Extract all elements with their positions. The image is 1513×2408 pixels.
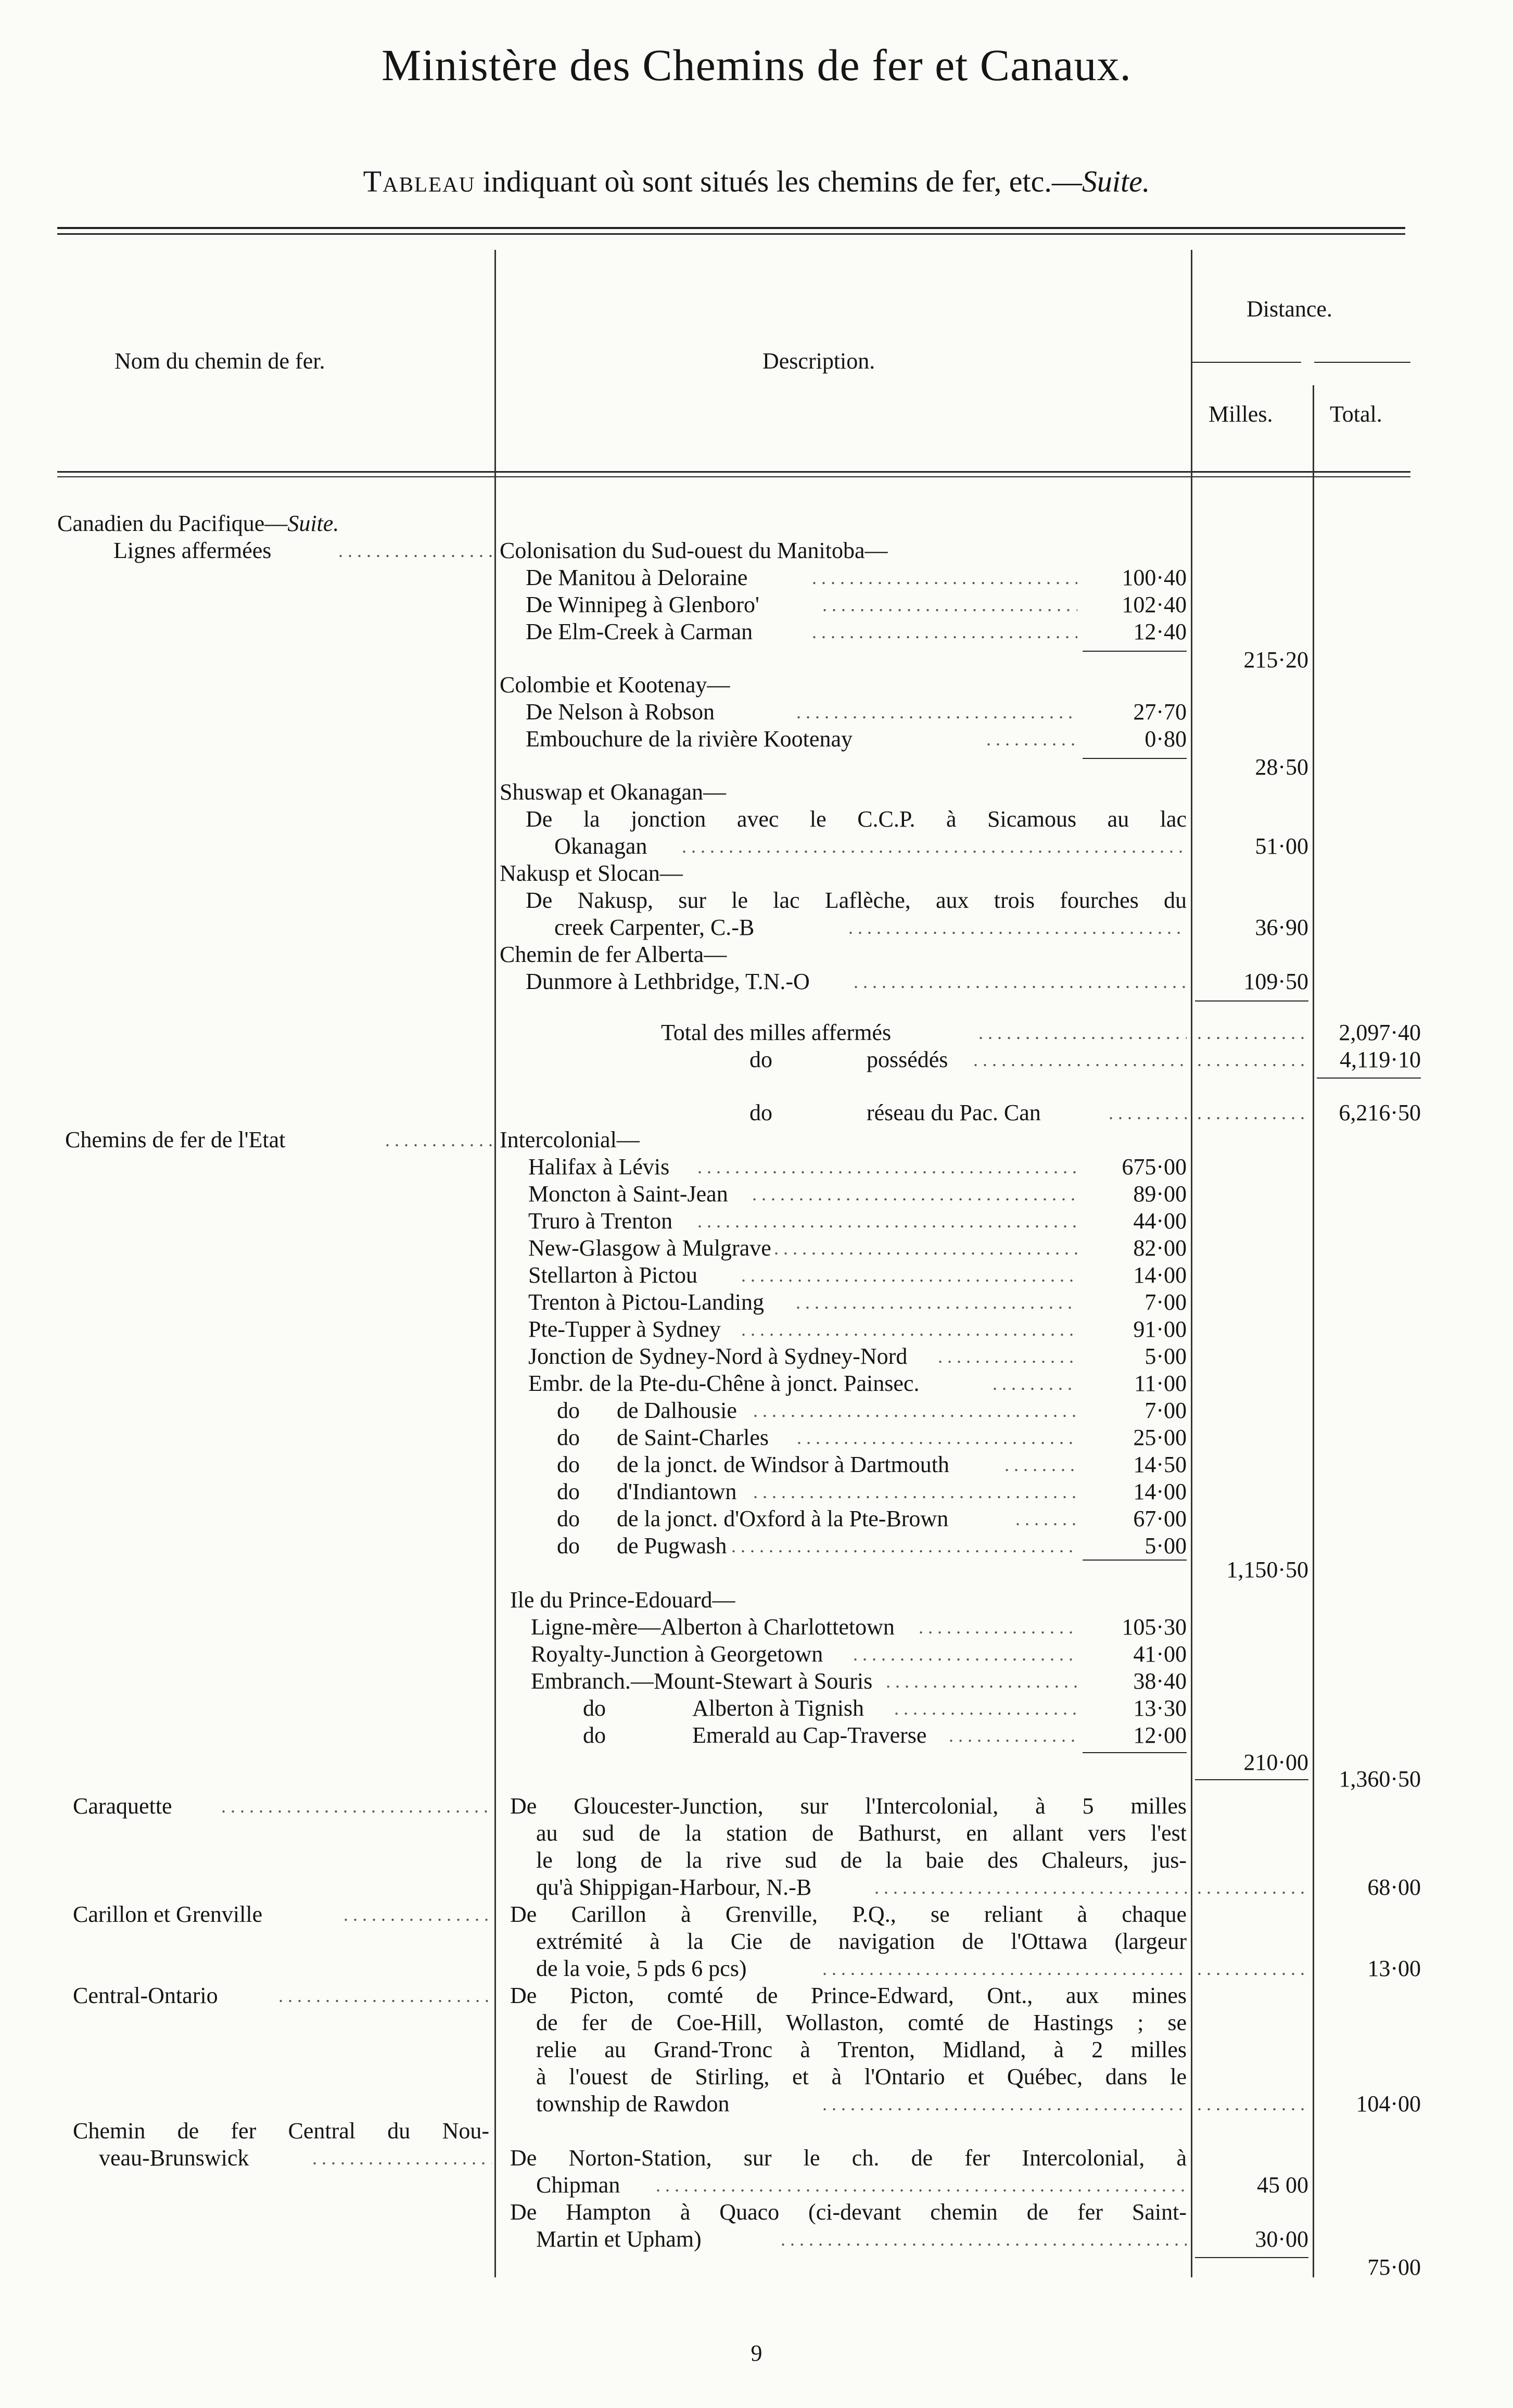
caraquette-line-3: qu'à Shippigan-Harbour, N.-B <box>536 1874 812 1900</box>
central-ontario-name: Central-Ontario <box>73 1983 218 2008</box>
pei-subtotal: 210·00 <box>1243 1750 1308 1775</box>
etat-pei-miles-0: 105·30 <box>1122 1614 1187 1640</box>
cp-total-affermes: Total des milles affermés <box>661 1020 892 1045</box>
leader <box>1197 1019 1306 1046</box>
sum-rule <box>1083 651 1187 652</box>
cp-total-possedes-value: 4,119·10 <box>1339 1047 1421 1072</box>
central-nb-miles-b: 30·00 <box>1255 2226 1308 2252</box>
kootenay-subtotal: 28·50 <box>1255 754 1308 780</box>
etat-pei-miles-4: 12·00 <box>1133 1722 1187 1748</box>
leader <box>1197 1955 1306 1982</box>
manitoba-row-1: De Winnipeg à Glenboro' <box>526 592 759 617</box>
etat-intercolonial-row-5: Trenton à Pictou-Landing <box>528 1289 764 1315</box>
central-nb-line-a1: Chipman <box>536 2172 620 2198</box>
sum-rule <box>1083 758 1187 759</box>
leader <box>753 1478 1077 1505</box>
divider-description-milles <box>1191 250 1192 2277</box>
central-ontario-line-3: à l'ouest de Stirling, et à l'Ontario et Québec, dans le <box>536 2064 1187 2089</box>
leader <box>221 1793 492 1820</box>
sum-rule <box>1317 1078 1421 1079</box>
subtitle-tableau: Tableau <box>363 164 476 198</box>
sum-rule <box>1083 1560 1187 1561</box>
kootenay-miles-1: 0·80 <box>1145 726 1187 752</box>
top-rule-2 <box>57 233 1405 235</box>
etat-intercolonial-miles-7: 5·00 <box>1145 1344 1187 1369</box>
carillon-line-0: De Carillon à Grenville, P.Q., se reliant à chaque <box>510 1902 1187 1927</box>
central-nb-line-a0: De Norton-Station, sur le ch. de fer Intercolonial, à <box>510 2145 1187 2171</box>
etat-intercolonial-miles-4: 14·00 <box>1133 1262 1187 1288</box>
pei-head: Ile du Prince-Edouard— <box>510 1587 735 1613</box>
nakusp-head: Nakusp et Slocan— <box>500 860 683 886</box>
etat-intercolonial-miles-0: 675·00 <box>1122 1154 1187 1180</box>
col-header-total: Total. <box>1330 401 1382 427</box>
leader <box>822 591 1077 618</box>
caraquette-line-0: De Gloucester-Junction, sur l'Intercolonial, à 5 milles <box>510 1793 1187 1819</box>
carillon-line-1: extrémité à la Cie de navigation de l'Ottawa (largeur <box>536 1929 1187 1954</box>
carillon-name: Carillon et Grenville <box>73 1902 263 1927</box>
caraquette-total: 68·00 <box>1367 1874 1421 1900</box>
kootenay-row-0: De Nelson à Robson <box>526 699 715 725</box>
etat-intercolonial-do-13: do <box>557 1506 580 1531</box>
etat-intercolonial-miles-8: 11·00 <box>1134 1371 1187 1396</box>
page-title: Ministère des Chemins de fer et Canaux. <box>382 40 1131 90</box>
divider-nom-description <box>494 250 496 2277</box>
etat-intercolonial-do-14: do <box>557 1533 580 1558</box>
leader <box>753 1397 1077 1424</box>
leader <box>1197 1046 1306 1073</box>
etat-intercolonial-miles-12: 14·00 <box>1133 1479 1187 1504</box>
leader <box>752 1181 1077 1208</box>
etat-intercolonial-do-10: do <box>557 1425 580 1450</box>
etat-pei-row-4: Emerald au Cap-Traverse <box>692 1722 927 1748</box>
central-ontario-line-0: De Picton, comté de Prince-Edward, Ont., aux mines <box>510 1983 1187 2008</box>
leader <box>949 1722 1077 1749</box>
leader <box>848 914 1187 941</box>
etat-pei-do-3: do <box>583 1695 606 1721</box>
leader <box>1197 2090 1306 2118</box>
etat-intercolonial-miles-13: 67·00 <box>1133 1506 1187 1531</box>
header-rule-1 <box>57 471 1410 473</box>
subtitle-suite: Suite. <box>1082 164 1150 198</box>
cp-total-reseau-do: do <box>749 1100 772 1125</box>
leader <box>886 1668 1077 1695</box>
etat-intercolonial-row-3: New-Glasgow à Mulgrave <box>528 1235 771 1261</box>
cp-total-reseau-value: 6,216·50 <box>1339 1100 1421 1125</box>
leader <box>812 618 1077 645</box>
etat-intercolonial-row-7: Jonction de Sydney-Nord à Sydney-Nord <box>528 1344 908 1369</box>
col-header-description: Description. <box>762 348 875 374</box>
manitoba-miles-2: 12·40 <box>1133 619 1187 644</box>
carillon-total: 13·00 <box>1367 1956 1421 1981</box>
caraquette-name: Caraquette <box>73 1793 172 1819</box>
leader <box>986 726 1077 753</box>
etat-intercolonial-miles-6: 91·00 <box>1133 1316 1187 1342</box>
caraquette-line-1: au sud de la station de Bathurst, en allant vers l'est <box>536 1820 1187 1846</box>
sum-rule <box>1195 1779 1308 1780</box>
cp-total-affermes-value: 2,097·40 <box>1339 1020 1421 1045</box>
central-nb-line-b0: De Hampton à Quaco (ci-devant chemin de fer Saint- <box>510 2199 1187 2225</box>
manitoba-miles-0: 100·40 <box>1122 565 1187 590</box>
page-number: 9 <box>751 2340 762 2366</box>
table-subtitle <box>0 164 1513 199</box>
sum-rule <box>1195 2257 1308 2258</box>
etat-intercolonial-do-12: do <box>557 1479 580 1504</box>
leader <box>385 1126 492 1154</box>
col-header-distance: Distance. <box>1247 296 1332 322</box>
leader <box>344 1901 492 1928</box>
leader <box>993 1370 1077 1397</box>
leader <box>1197 1099 1306 1126</box>
kootenay-head: Colombie et Kootenay— <box>500 672 730 698</box>
shuswap-subtotal: 51·00 <box>1255 833 1308 859</box>
etat-intercolonial-row-12: d'Indiantown <box>617 1479 737 1504</box>
etat-intercolonial-row-13: de la jonct. d'Oxford à la Pte-Brown <box>617 1506 949 1531</box>
leader <box>894 1695 1077 1722</box>
etat-intercolonial-miles-14: 5·00 <box>1145 1533 1187 1558</box>
header-rule-2 <box>57 476 1410 477</box>
shuswap-line1: De la jonction avec le C.C.P. à Sicamous au lac <box>526 806 1187 832</box>
leader <box>697 1154 1077 1181</box>
manitoba-row-2: De Elm-Creek à Carman <box>526 619 753 644</box>
etat-name: Chemins de fer de l'Etat <box>65 1127 286 1152</box>
manitoba-head: Colonisation du Sud-ouest du Manitoba— <box>500 538 888 563</box>
leader <box>338 537 492 564</box>
leader <box>278 1982 492 2009</box>
etat-intercolonial-miles-9: 7·00 <box>1145 1398 1187 1423</box>
etat-pei-row-1: Royalty-Junction à Georgetown <box>531 1641 823 1667</box>
cp-total-possedes-do: do <box>749 1047 772 1072</box>
etat-intercolonial-do-9: do <box>557 1398 580 1423</box>
etat-intercolonial-row-1: Moncton à Saint-Jean <box>528 1181 728 1207</box>
leader <box>741 1316 1077 1343</box>
etat-intercolonial-miles-3: 82·00 <box>1133 1235 1187 1261</box>
leader <box>853 1641 1077 1668</box>
leader <box>741 1262 1077 1289</box>
leader <box>797 1424 1077 1451</box>
leader <box>731 1532 1077 1560</box>
central-ontario-line-1: de fer de Coe-Hill, Wollaston, comté de Hastings ; se <box>536 2010 1187 2035</box>
leader <box>781 2226 1187 2253</box>
central-nb-name-1: Chemin de fer Central du Nou- <box>73 2118 489 2144</box>
leader <box>656 2172 1187 2199</box>
caraquette-line-2: le long de la rive sud de la baie des Chaleurs, jus- <box>536 1847 1187 1873</box>
sum-rule <box>1083 1752 1187 1753</box>
nakusp-line2: creek Carpenter, C.-B <box>554 915 755 940</box>
etat-intercolonial-miles-11: 14·50 <box>1133 1452 1187 1477</box>
leader <box>822 2090 1187 2118</box>
leader <box>973 1046 1187 1073</box>
leader <box>822 1955 1187 1982</box>
manitoba-subtotal: 215·20 <box>1243 647 1308 673</box>
etat-intercolonial-row-9: de Dalhousie <box>617 1398 737 1423</box>
etat-pei-miles-3: 13·30 <box>1133 1695 1187 1721</box>
leader <box>682 833 1187 860</box>
leader <box>796 1289 1077 1316</box>
leader <box>312 2145 492 2172</box>
kootenay-row-1: Embouchure de la rivière Kootenay <box>526 726 853 752</box>
central-nb-miles-a: 45 00 <box>1257 2172 1308 2198</box>
etat-intercolonial-row-2: Truro à Trenton <box>528 1208 673 1234</box>
etat-intercolonial-miles-1: 89·00 <box>1133 1181 1187 1207</box>
etat-intercolonial-row-10: de Saint-Charles <box>617 1425 769 1450</box>
manitoba-miles-1: 102·40 <box>1122 592 1187 617</box>
central-nb-line-b1: Martin et Upham) <box>536 2226 702 2252</box>
cp-total-possedes: possédés <box>867 1047 948 1072</box>
alberta-subtotal: 109·50 <box>1243 969 1308 994</box>
leader <box>1197 1874 1306 1901</box>
cp-lignes-affermees: Lignes affermées <box>113 538 272 563</box>
shuswap-head: Shuswap et Okanagan— <box>500 779 727 805</box>
etat-intercolonial-miles-10: 25·00 <box>1133 1425 1187 1450</box>
nakusp-subtotal: 36·90 <box>1255 915 1308 940</box>
distance-underline-2 <box>1314 362 1410 363</box>
col-header-nom: Nom du chemin de fer. <box>115 348 325 374</box>
kootenay-miles-0: 27·70 <box>1133 699 1187 725</box>
nakusp-line1: De Nakusp, sur le lac Laflèche, aux trois fourches du <box>526 888 1187 913</box>
leader <box>1015 1505 1077 1532</box>
etat-pei-row-2: Embranch.—Mount-Stewart à Souris <box>531 1668 873 1694</box>
etat-intercolonial-row-8: Embr. de la Pte-du-Chêne à jonct. Painsec. <box>528 1371 920 1396</box>
etat-pei-row-3: Alberton à Tignish <box>692 1695 864 1721</box>
etat-intercolonial-do-11: do <box>557 1452 580 1477</box>
central-nb-name-2: veau-Brunswick <box>99 2145 249 2171</box>
top-rule-1 <box>57 227 1405 229</box>
central-nb-total: 75·00 <box>1367 2254 1421 2280</box>
etat-pei-miles-2: 38·40 <box>1133 1668 1187 1694</box>
etat-intercolonial-miles-5: 7·00 <box>1145 1289 1187 1315</box>
distance-underline-1 <box>1192 362 1301 363</box>
central-ontario-line-4: township de Rawdon <box>536 2091 730 2116</box>
central-ontario-line-2: relie au Grand-Tronc à Trenton, Midland, à 2 milles <box>536 2037 1187 2062</box>
intercolonial-subtotal: 1,150·50 <box>1226 1557 1308 1582</box>
leader <box>919 1614 1077 1641</box>
manitoba-row-0: De Manitou à Deloraine <box>526 565 748 590</box>
leader <box>774 1235 1077 1262</box>
divider-milles-total <box>1313 385 1314 2277</box>
leader <box>978 1019 1187 1046</box>
etat-pei-miles-1: 41·00 <box>1133 1641 1187 1667</box>
etat-intercolonial-row-0: Halifax à Lévis <box>528 1154 670 1180</box>
carillon-line-2: de la voie, 5 pds 6 pcs) <box>536 1956 747 1981</box>
leader <box>938 1343 1077 1370</box>
col-header-milles: Milles. <box>1209 401 1273 427</box>
etat-intercolonial-row-11: de la jonct. de Windsor à Dartmouth <box>617 1452 949 1477</box>
alberta-head: Chemin de fer Alberta— <box>500 942 727 967</box>
leader <box>1005 1451 1077 1478</box>
leader <box>796 699 1077 726</box>
leader <box>874 1874 1187 1901</box>
leader <box>812 564 1077 591</box>
etat-intercolonial-row-6: Pte-Tupper à Sydney <box>528 1316 721 1342</box>
central-ontario-total: 104·00 <box>1356 2091 1421 2116</box>
leader <box>1109 1099 1187 1126</box>
etat-total: 1,360·50 <box>1339 1766 1421 1792</box>
sum-rule <box>1195 1000 1308 1002</box>
cp-name: Canadien du Pacifique—Suite. <box>57 511 339 536</box>
cp-total-reseau: réseau du Pac. Can <box>867 1100 1041 1125</box>
alberta-line1: Dunmore à Lethbridge, T.N.-O <box>526 969 810 994</box>
etat-intercolonial-row-14: de Pugwash <box>617 1533 727 1558</box>
etat-pei-do-4: do <box>583 1722 606 1748</box>
leader <box>854 968 1187 995</box>
etat-intercolonial-miles-2: 44·00 <box>1133 1208 1187 1234</box>
leader <box>697 1208 1077 1235</box>
etat-pei-row-0: Ligne-mère—Alberton à Charlottetown <box>531 1614 895 1640</box>
shuswap-line2: Okanagan <box>554 833 647 859</box>
intercolonial-head: Intercolonial— <box>500 1127 640 1152</box>
etat-intercolonial-row-4: Stellarton à Pictou <box>528 1262 698 1288</box>
subtitle-text: indiquant où sont situés les chemins de fer, etc.— <box>475 164 1082 198</box>
